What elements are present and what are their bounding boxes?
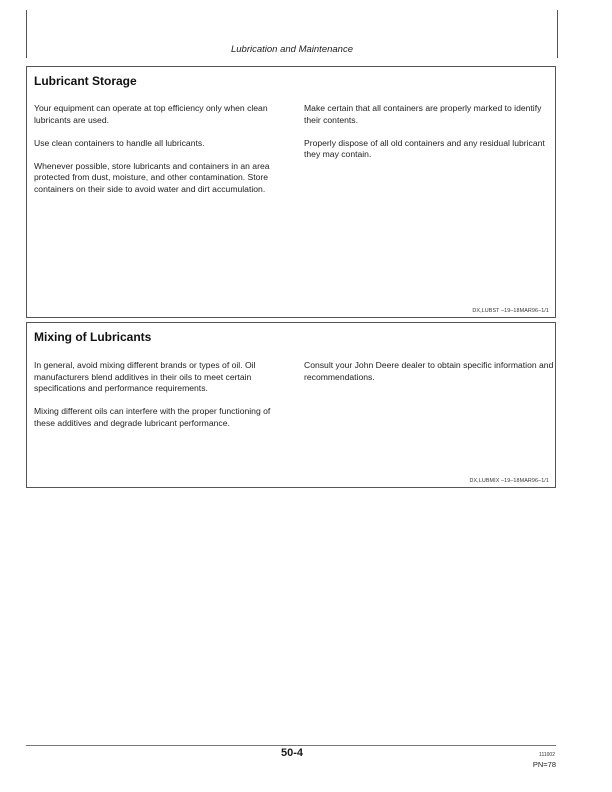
- right-column: [304, 103, 554, 172]
- footer-pn: PN=78: [532, 760, 556, 769]
- right-column: [304, 360, 554, 395]
- paragraph: Properly dispose of all old containers and any residual lubricant they may contain.: [304, 137, 545, 160]
- paragraph: Your equipment can operate at top efficiency only when clean lubricants are used.: [34, 103, 268, 125]
- paragraph: Whenever possible, store lubricants and containers in an area protected from dust, moisture, and other contamination. Store containers on their side to avoid water and dirt accumulation.: [34, 160, 270, 194]
- left-column: [34, 103, 284, 207]
- page-number: 50-4: [280, 747, 304, 759]
- section-title: Lubricant Storage: [34, 74, 137, 88]
- paragraph: Use clean containers to handle all lubricants.: [34, 137, 205, 148]
- section-lubricant-storage: [26, 66, 556, 318]
- left-column: [34, 360, 284, 441]
- footer-rule: [26, 745, 556, 746]
- reference-code: DX,LUBMIX –19–18MAR96–1/1: [469, 478, 549, 484]
- section-mixing-of-lubricants: [26, 322, 556, 488]
- paragraph: In general, avoid mixing different brands or types of oil. Oil manufacturers blend additives in their oils to meet certain specifications and performance requirements.: [34, 360, 256, 394]
- section-title: Mixing of Lubricants: [34, 330, 152, 344]
- footer-date-code: 111002: [539, 752, 555, 758]
- running-header: Lubrication and Maintenance: [230, 44, 353, 55]
- paragraph: Mixing different oils can interfere with the proper functioning of these additives and degrade lubricant performance.: [34, 406, 271, 428]
- reference-code: DX,LUBST –19–18MAR96–1/1: [472, 308, 549, 314]
- paragraph: Consult your John Deere dealer to obtain specific information and recommendations.: [304, 360, 554, 382]
- paragraph: Make certain that all containers are properly marked to identify their contents.: [304, 103, 542, 125]
